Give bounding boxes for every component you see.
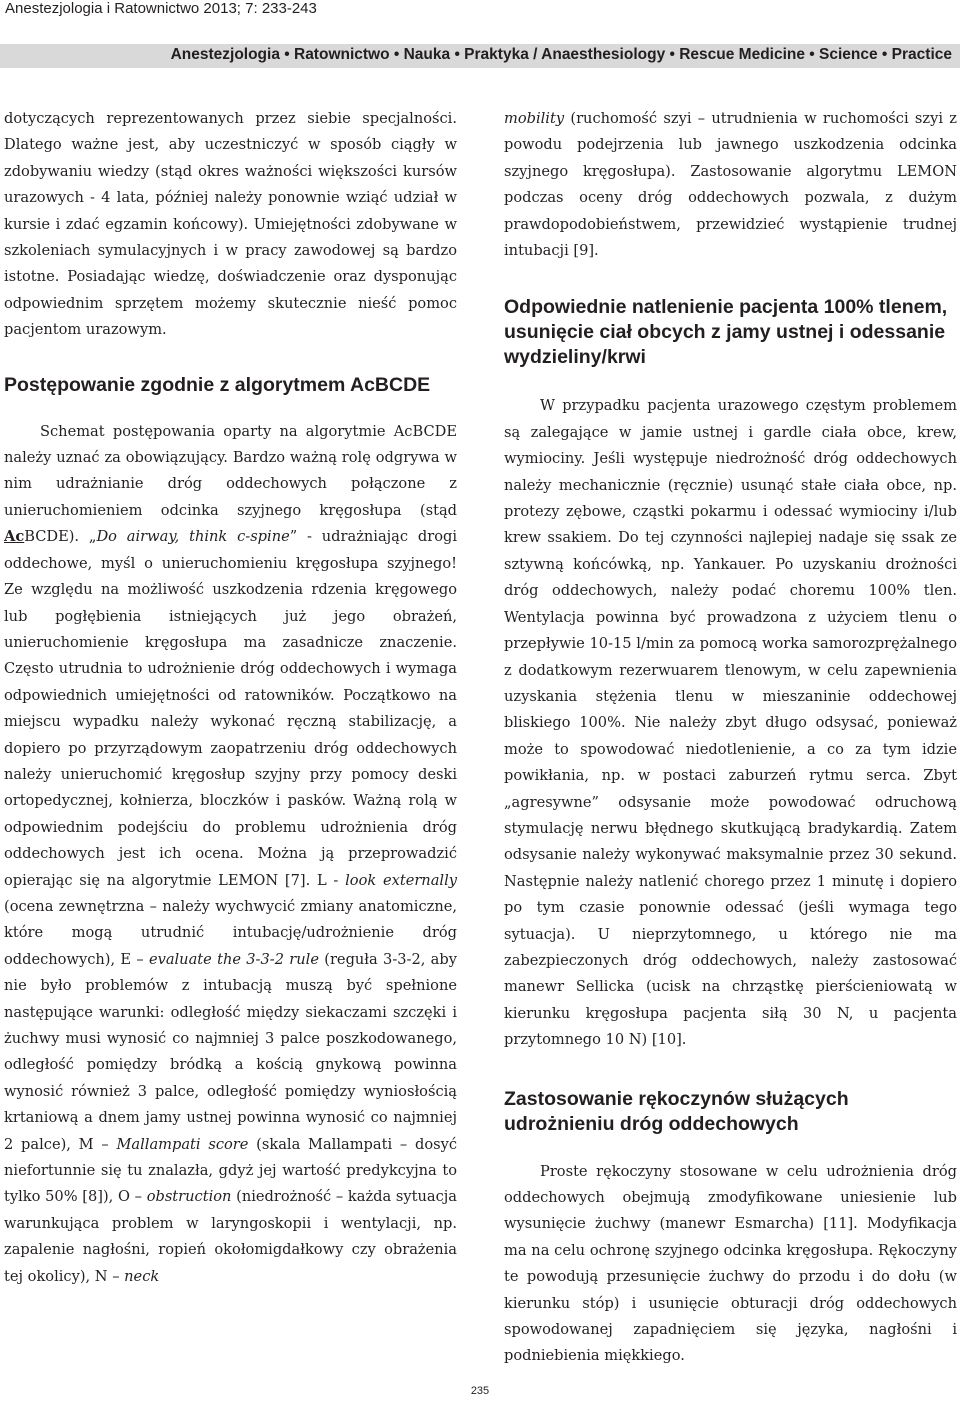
page-number: 235 bbox=[470, 1385, 490, 1397]
section-heading-maneuvers: Zastosowanie rękoczynów służących udrożnieniu dróg oddechowych bbox=[504, 1087, 849, 1135]
section-heading-acbcde: Postępowanie zgodnie z algorytmem AcBCDE bbox=[4, 373, 431, 396]
paragraph-oxygenation: W przypadku pacjenta urazowego częstym problemem są zalegające w jamie ustnej i gardle ciała obce, krew, wymiociny. Jeśli występuje niedrożność dróg oddechowych należy mechanicznie (ręcznie) usunąć stałe ciała obce, np. protezy zębowe, cząstki pokarmu i odessać wymiociny i/lub krew ssakiem. Do tej czynności najlepiej nadaje się ssak ze sztywną końcówką, np. Yankauer. Po uzyskaniu drożności dróg oddechowych, należy podać choremu 100% tlen. Wentylacja powinna być prowadzona z użyciem tlenu o przepływie 10-15 l/min za pomocą worka samorozprężalnego z dodatkowym rezerwuarem tlenowym, w celu zapewnienia uzyskania stężenia tlenu w mieszaninie oddechowej bliskiego 100%. Nie należy zbyt długo odsysać, ponieważ może to spowodować niedotlenienie, a co za tym idzie powikłania, np. w postaci zaburzeń rytmu serca. Zbyt „agresywne” odsysanie może powodować odruchową stymulację nerwu błędnego skutkującą bradykardią. Zatem odsysanie należy wykonywać maksymalnie przez 30 sekund. Następnie należy natlenić chorego przez 1 minutę i dopiero po tym czasie ponownie odessać (jeśli wymaga tego sytuacja). U nieprzytomnego, u którego nie ma zabezpieczonych dróg oddechowych, należy zastosować manewr Sellicka (ucisk na chrząstkę pierścieniowatą w kierunku kręgosłupa pacjenta siłą 30 N, u pacjenta przytomnego 10 N) [10]. bbox=[504, 397, 957, 1049]
section-heading-oxygenation: Odpowiednie natlenienie pacjenta 100% tlenem, usunięcie ciał obcych z jamy ustnej i odessanie wydzieliny/krwi bbox=[504, 296, 948, 369]
paragraph-training: dotyczących reprezentowanych przez siebie specjalności. Dlatego ważne jest, aby uczestniczyć w sposób ciągły w zdobywaniu wiedzy (stąd okres ważności większości kursów urazowych - 4 lata, później należy ponownie wziąć udział w kursie i zdać egzamin końcowy). Umiejętności zdobywane w szkoleniach symulacyjnych i w pracy zawodowej są bardzo istotne. Posiadając wiedzę, doświadczenie oraz dysponując odpowiednim sprzętem możemy skutecznie nieść pomoc pacjentom urazowym. bbox=[4, 110, 457, 339]
left-column bbox=[4, 106, 457, 1290]
quote-airway: Do airway, think c-spine bbox=[96, 528, 290, 546]
paragraph-maneuvers: Proste rękoczyny stosowane w celu udrożnienia dróg oddechowych obejmują zmodyfikowane uniesienie lub wysunięcie żuchwy (manewr Esmarcha) [11]. Modyfikacja ma na celu ochronę szyjnego odcinka kręgosłupa. Rękoczyny te powodują przesunięcie żuchwy do przodu i do dołu (w kierunku stóp) i usunięcie obturacji dróg oddechowych spowodowanej zapadnięciem się języka, nagłośni i podniebienia miękkiego. bbox=[504, 1162, 957, 1365]
paragraph-acbcde: Schemat postępowania oparty na algorytmie AcBCDE należy uznać za obowiązujący. Bardzo ważną rolę odgrywa w nim udrażnianie dróg oddechowych połączone z unieruchomieniem odcinka szyjnego kręgosłupa (stąd AcBCDE). „Do airway, think c-spine” - udrażniając drogi oddechowe, myśl o unieruchomieniu kręgosłupa szyjnego! Ze względu na możliwość uszkodzenia rdzenia kręgowego lub pogłębienia istniejących już jego obrażeń, unieruchomienie kręgosłupa ma zasadnicze znaczenie. Często utrudnia to udrożnienie dróg oddechowych i wymaga odpowiednich umiejętności od ratowników. Początkowo na miejscu wypadku należy wykonać ręczną stabilizację, a dopiero po przyrządowym zaopatrzeniu dróg oddechowych należy unieruchomić kręgosłup szyjny przy pomocy deski ortopedycznej, kołnierza, bloczków i pasków. Ważną rolą w odpowiednim podejściu do problemu udrożnienia dróg oddechowych jest ich ocena. Można ją przeprowadzić opierając się na algorytmie LEMON [7]. L - look externally (ocena zewnętrzna – należy wychwycić zmiany anatomiczne, które mogą utrudnić intubację/udrożnienie dróg oddechowych), E – evaluate the 3-3-2 rule (reguła 3-3-2, aby nie było problemów z intubacją muszą być spełnione następujące warunki: odległość między siekaczami szczęki i żuchwy musi wynosić co najmniej 3 palce poszkodowanego, odległość pomiędzy bródką a kością gnykową powinna wynosić również 3 palce, odległość pomiędzy wyniosłością krtaniową a dnem jamy ustnej powinna wynosić co najmniej 2 palce), M – Mallampati score (skala Mallampati – dosyć niefortunnie się tu znalazła, gdyż jej wartość predykcyjna to tylko 50% [8]), O – obstruction (niedrożność – każda sytuacja warunkująca problem w laryngoskopii i wentylacji, np. zapalenie nagłośni, ropień okołomigdałkowy czy obrażenia tej okolicy), N – neck bbox=[4, 422, 458, 1285]
acronym-ac: Ac bbox=[4, 528, 25, 546]
journal-banner-text: Anestezjologia • Ratownictwo • Nauka • Praktyka / Anaesthesiology • Rescue Medicine • Science • Practice bbox=[170, 46, 952, 63]
paragraph-lemon-mobility: mobility (ruchomość szyi – utrudnienia w ruchomości szyi z powodu podejrzenia lub jawnego uszkodzenia odcinka szyjnego kręgosłupa). Zastosowanie algorytmu LEMON podczas oceny dróg oddechowych pozwala, z dużym prawdopodobieństwem, przewidzieć wystąpienie trudnej intubacji [9]. bbox=[504, 110, 957, 260]
journal-citation: Anestezjologia i Ratownictwo 2013; 7: 233-243 bbox=[5, 0, 317, 17]
journal-banner bbox=[0, 44, 960, 68]
right-column bbox=[504, 106, 957, 1370]
